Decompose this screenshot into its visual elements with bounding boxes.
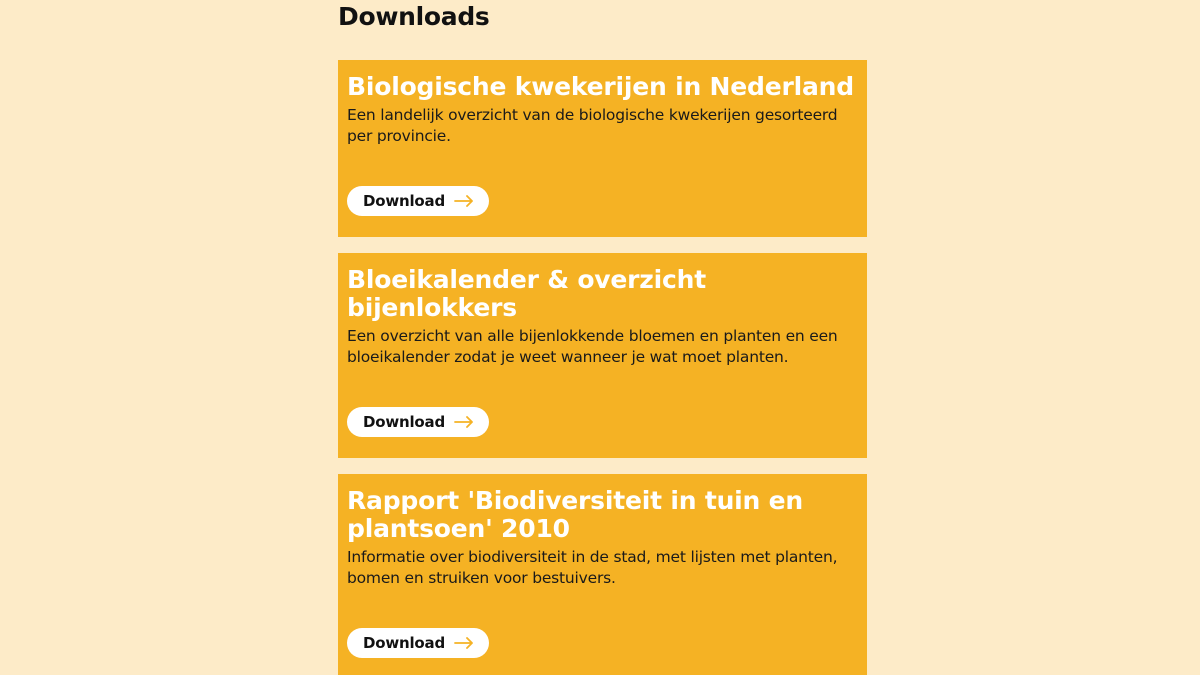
arrow-right-icon [454,416,474,428]
card-description: Informatie over biodiversiteit in de stad, met lijsten met planten, bomen en struiken voor bestuivers. [347,548,838,587]
downloads-section [338,0,867,652]
card-title: Bloeikalender & overzicht bijenlokkers [347,265,706,322]
arrow-right-icon [454,195,474,207]
download-button-label: Download [363,192,445,210]
card-title: Rapport 'Biodiversiteit in tuin en plantsoen' 2010 [347,486,803,543]
download-button-label: Download [363,413,445,431]
download-card [338,253,867,458]
download-card [338,474,867,675]
download-card [338,60,867,237]
card-description: Een landelijk overzicht van de biologische kwekerijen gesorteerd per provincie. [347,106,838,145]
download-button-label: Download [363,634,445,652]
section-title: Downloads [338,2,490,31]
card-title: Biologische kwekerijen in Nederland [347,72,854,101]
download-button[interactable] [347,628,489,658]
download-button[interactable] [347,186,489,216]
arrow-right-icon [454,637,474,649]
download-button[interactable] [347,407,489,437]
card-description: Een overzicht van alle bijenlokkende bloemen en planten en een bloeikalender zodat je weet wanneer je wat moet planten. [347,327,838,366]
